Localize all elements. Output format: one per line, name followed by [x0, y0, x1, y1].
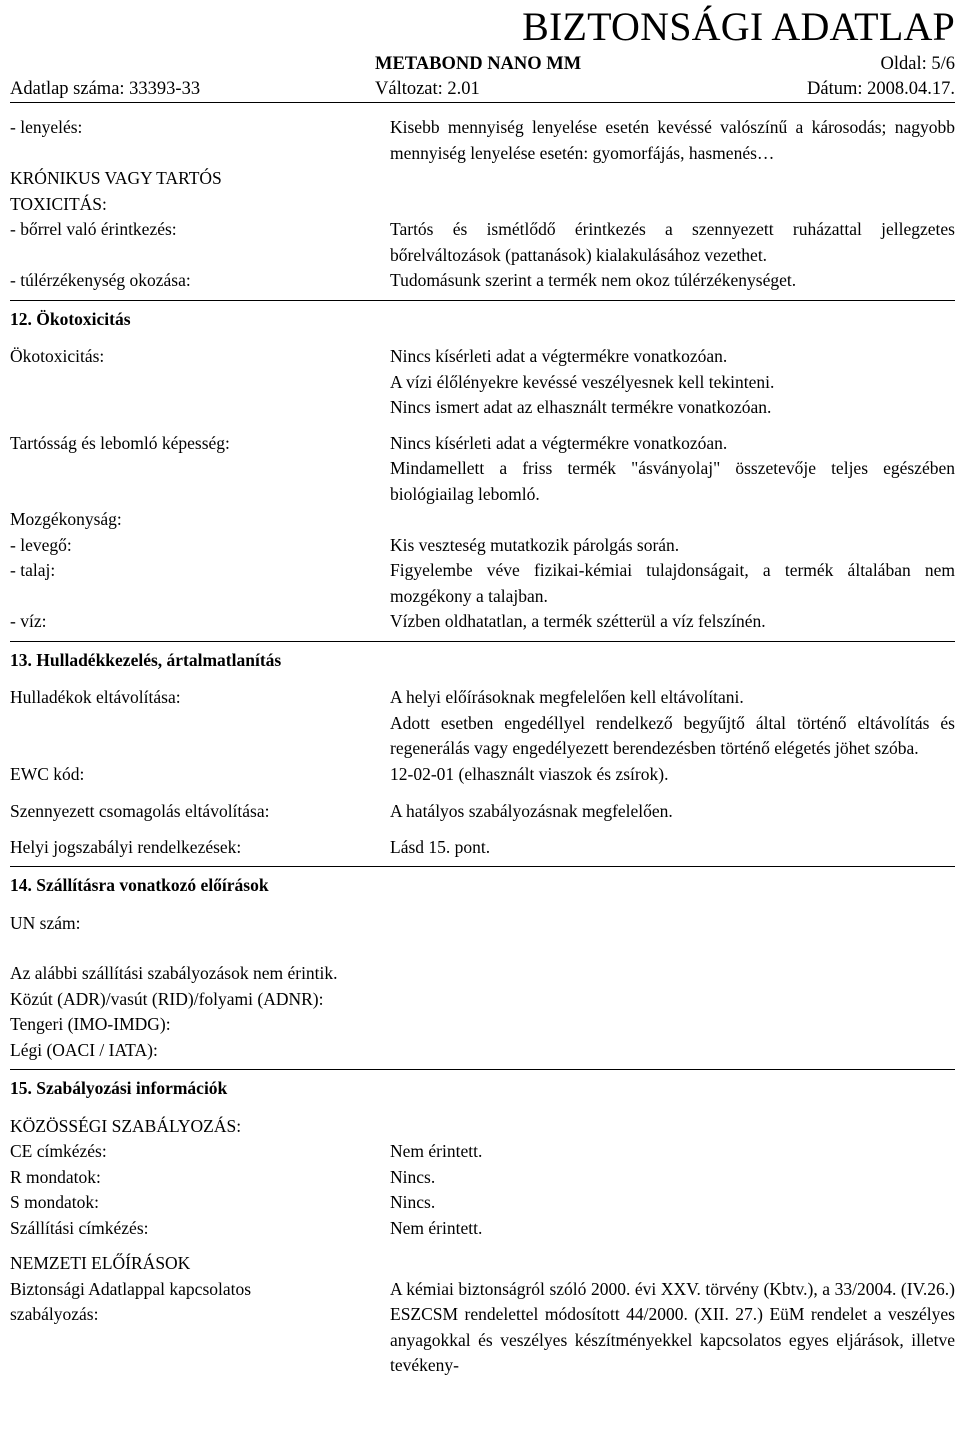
ce-label: CE címkézés: — [10, 1141, 107, 1161]
air-row — [10, 533, 955, 559]
local-regulations-row — [10, 835, 955, 861]
ewc-value: 12-02-01 (elhasznált viaszok és zsírok). — [390, 763, 669, 784]
persistence-value-2: Mindamellett a friss termék "ásványolaj" összetevője teljes egészében biológiailag lebomló. — [390, 458, 955, 504]
r-phrases-row — [10, 1165, 955, 1191]
water-value: Vízben oldhatatlan, a termék szétterül a víz felszínén. — [390, 611, 766, 631]
s-phrases-label: S mondatok: — [10, 1192, 99, 1212]
sensitization-row — [10, 268, 955, 294]
skin-label: - bőrrel való érintkezés: — [10, 219, 177, 239]
chronic-label-2: TOXICITÁS: — [10, 193, 107, 214]
swallow-value: Kisebb mennyiség lenyelése esetén kevéssé valószínű a károsodás; nagyobb mennyiség lenyelése esetén: gyomorfájás, hasmenés… — [390, 117, 955, 163]
national-regulations-label: NEMZETI ELŐÍRÁSOK — [10, 1253, 191, 1273]
ecotox-label: Ökotoxicitás: — [10, 346, 105, 366]
s-phrases-row — [10, 1190, 955, 1216]
section-12-title: 12. Ökotoxicitás — [10, 308, 131, 329]
ecotox-value-2: A vízi élőlényekre kevéssé veszélyesnek kell tekinteni. — [390, 371, 775, 392]
version: Változat: 2.01 — [375, 79, 480, 99]
soil-label: - talaj: — [10, 560, 56, 580]
skin-value: Tartós és ismétlődő érintkezés a szennyezett ruházattal jellegzetes bőrelváltozások (pattanások) kialakulásához vezethet. — [390, 219, 955, 265]
ce-row — [10, 1139, 955, 1165]
document-title: BIZTONSÁGI ADATLAP — [522, 4, 955, 49]
road-rail-label: Közút (ADR)/vasút (RID)/folyami (ADNR): — [10, 988, 324, 1009]
sds-regulation-label-1: Biztonsági Adatlappal kapcsolatos — [10, 1278, 252, 1299]
un-number-label: UN szám: — [10, 912, 81, 933]
air-value: Kis veszteség mutatkozik párolgás során. — [390, 534, 680, 555]
sensitization-value: Tudomásunk szerint a termék nem okoz túlérzékenységet. — [390, 270, 797, 290]
eu-regulation-label: KÖZÖSSÉGI SZABÁLYOZÁS: — [10, 1115, 242, 1136]
sea-label: Tengeri (IMO-IMDG): — [10, 1014, 171, 1034]
header-row-2 — [10, 77, 955, 102]
ewc-row — [10, 762, 955, 788]
swallow-label: - lenyelés: — [10, 117, 83, 137]
water-row — [10, 609, 955, 635]
sds-regulation-value: A kémiai biztonságról szóló 2000. évi XXV. törvény (Kbtv.), a 33/2004. (IV.26.) ESZCSM rendelettel módosított 44/2000. (XII. 27.) EüM rendelet a veszélyes anyagokkal és veszélyes készítményekkel kapcsolatos egyes eljárások, illetve tevékeny- — [390, 1278, 955, 1375]
section-13-title: 13. Hulladékkezelés, ártalmatlanítás — [10, 649, 282, 670]
section-14-title: 14. Szállításra vonatkozó előírások — [10, 875, 269, 895]
ecotox-row — [10, 344, 955, 421]
r-phrases-label: R mondatok: — [10, 1166, 101, 1187]
packaging-row — [10, 799, 955, 825]
page-number: Oldal: 5/6 — [880, 54, 955, 74]
water-label: - víz: — [10, 611, 47, 631]
transport-note: Az alábbi szállítási szabályozások nem érintik. — [10, 963, 338, 983]
soil-row — [10, 558, 955, 609]
sds-regulation-label-2: szabályozás: — [10, 1304, 99, 1324]
section-15-title: 15. Szabályozási információk — [10, 1078, 228, 1098]
local-regulations-label: Helyi jogszabályi rendelkezések: — [10, 836, 242, 857]
air-transport-label: Légi (OACI / IATA): — [10, 1039, 158, 1060]
local-regulations-value: Lásd 15. pont. — [390, 836, 491, 857]
chronic-label-1: KRÓNIKUS VAGY TARTÓS — [10, 168, 222, 188]
transport-labelling-row — [10, 1216, 955, 1242]
swallow-row — [10, 115, 955, 166]
persistence-value-1: Nincs kísérleti adat a végtermékre vonatkozóan. — [390, 432, 728, 453]
ecotox-value-3: Nincs ismert adat az elhasznált termékre vonatkozóan. — [390, 397, 772, 417]
waste-value-1: A helyi előírásoknak megfelelően kell eltávolítani. — [390, 687, 744, 707]
soil-value: Figyelembe véve fizikai-kémiai tulajdonságait, a termék általában nem mozgékony a talajban. — [390, 560, 955, 606]
air-label: - levegő: — [10, 534, 72, 555]
s-phrases-value: Nincs. — [390, 1192, 436, 1212]
packaging-label: Szennyezett csomagolás eltávolítása: — [10, 801, 270, 821]
transport-labelling-value: Nem érintett. — [390, 1217, 483, 1238]
ce-value: Nem érintett. — [390, 1141, 483, 1161]
waste-value-2: Adott esetben engedéllyel rendelkező begyűjtő által történő eltávolítás és regenerálás vagy engedélyezett berendezésben történő elégetés jöhet szóba. — [390, 712, 955, 758]
skin-row — [10, 217, 955, 268]
document-page — [10, 0, 955, 1379]
mobility-label: Mozgékonyság: — [10, 509, 122, 529]
ewc-label: EWC kód: — [10, 763, 85, 784]
sheet-number: Adatlap száma: 33393-33 — [10, 79, 201, 99]
product-name: METABOND NANO MM — [375, 54, 582, 74]
date: Dátum: 2008.04.17. — [807, 79, 955, 99]
persistence-label: Tartósság és lebomló képesség: — [10, 432, 230, 453]
ecotox-value-1: Nincs kísérleti adat a végtermékre vonatkozóan. — [390, 346, 728, 366]
persistence-row — [10, 431, 955, 508]
sensitization-label: - túlérzékenység okozása: — [10, 270, 191, 290]
packaging-value: A hatályos szabályozásnak megfelelően. — [390, 801, 673, 821]
waste-row — [10, 685, 955, 762]
transport-labelling-label: Szállítási címkézés: — [10, 1217, 149, 1238]
r-phrases-value: Nincs. — [390, 1166, 436, 1187]
waste-label: Hulladékok eltávolítása: — [10, 687, 181, 707]
header-row-1 — [10, 52, 955, 77]
sds-regulation-row — [10, 1277, 955, 1379]
